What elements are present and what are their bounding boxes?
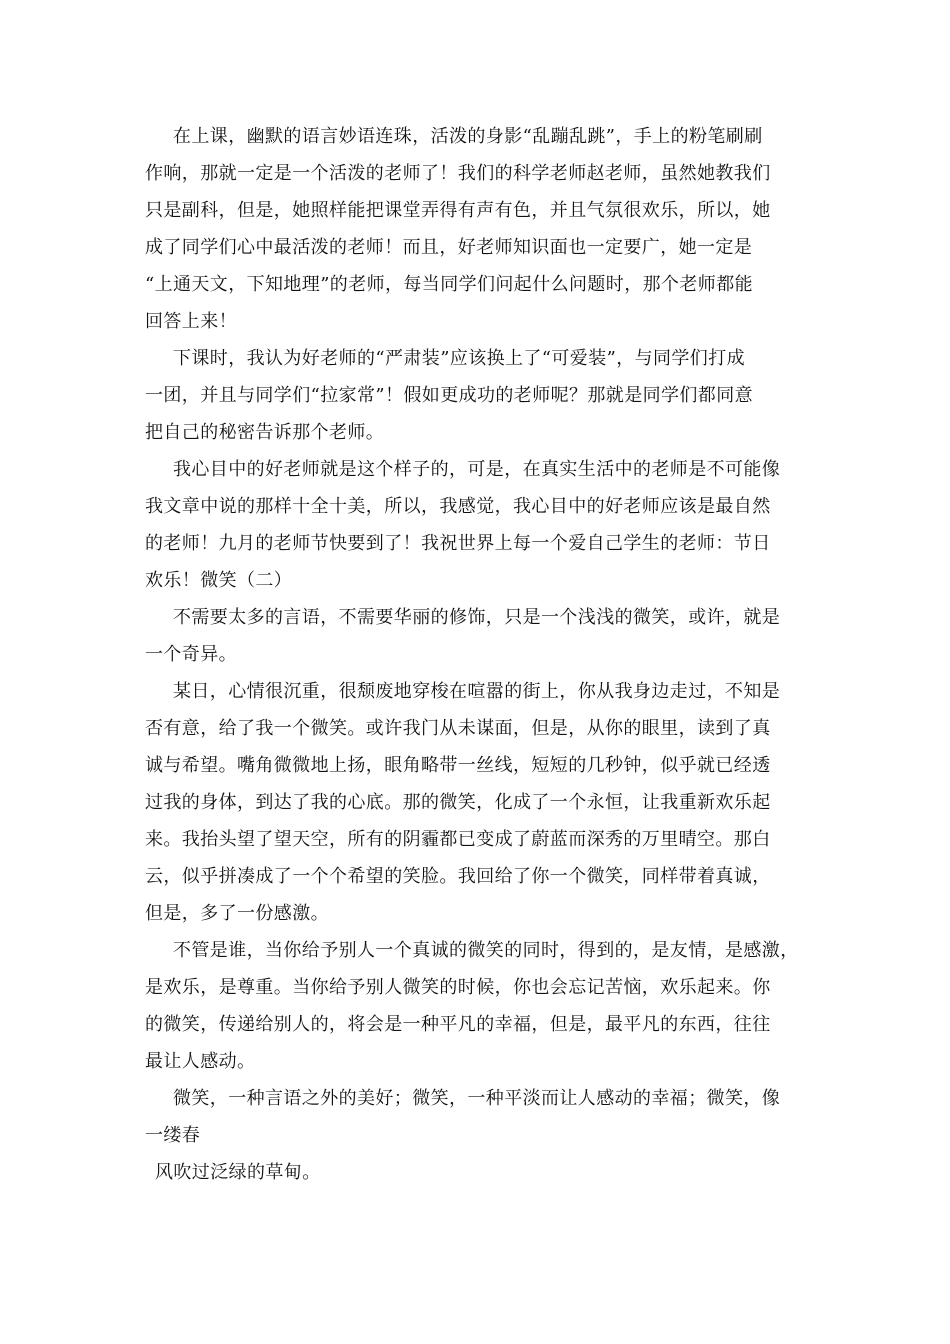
text-line: 一团，并且与同学们“拉家常”！假如更成功的老师呢？那就是同学们都同意 [145, 385, 754, 406]
text-line: 把自己的秘密告诉那个老师。 [145, 422, 385, 443]
text-line: 不需要太多的言语，不需要华丽的修饰，只是一个浅浅的微笑，或许，就是 [173, 607, 781, 628]
text-line: 是欢乐，是尊重。当你给予别人微笑的时候，你也会忘记苦恼，欢乐起来。你 [145, 977, 771, 998]
text-line: 但是，多了一份感激。 [145, 903, 329, 924]
document-body [145, 118, 815, 1191]
text-line: 欢乐！微笑（二） [145, 570, 293, 591]
text-line: 的老师！九月的老师节快要到了！我祝世界上每一个爱自己学生的老师：节日 [145, 533, 771, 554]
text-line: 最让人感动。 [145, 1051, 256, 1072]
text-line: 在上课，幽默的语言妙语连珠，活泼的身影“乱蹦乱跳”，手上的粉笔刷刷 [173, 126, 763, 147]
text-line: 下课时，我认为好老师的“严肃装”应该换上了“可爱装”，与同学们打成 [173, 348, 746, 369]
text-line: 作响，那就一定是一个活泼的老师了！我们的科学老师赵老师，虽然她教我们 [145, 163, 771, 184]
text-line: 微笑，一种言语之外的美好；微笑，一种平淡而让人感动的幸福；微笑，像 [173, 1088, 781, 1109]
text-line: 风吹过泛绿的草甸。 [155, 1162, 321, 1183]
text-line: 过我的身体，到达了我的心底。那的微笑，化成了一个永恒，让我重新欢乐起 [145, 792, 771, 813]
text-line: “上通天文，下知地理”的老师，每当同学们问起什么问题时，那个老师都能 [145, 274, 754, 295]
text-line: 否有意，给了我一个微笑。或许我门从未谋面，但是，从你的眼里，读到了真 [145, 718, 771, 739]
text-line: 一缕春 [145, 1125, 201, 1146]
text-line: 回答上来！ [145, 311, 237, 332]
text-line: 某日，心情很沉重，很颓废地穿梭在喧嚣的街上，你从我身边走过，不知是 [173, 681, 781, 702]
text-line: 只是副科，但是，她照样能把课堂弄得有声有色，并且气氛很欢乐，所以，她 [145, 200, 771, 221]
text-line: 我心目中的好老师就是这个样子的，可是，在真实生活中的老师是不可能像 [173, 459, 781, 480]
text-line: 来。我抬头望了望天空，所有的阴霾都已变成了蔚蓝而深秀的万里晴空。那白 [145, 829, 771, 850]
text-line: 诚与希望。嘴角微微地上扬，眼角略带一丝线，短短的几秒钟，似乎就已经透 [145, 755, 771, 776]
text-line: 我文章中说的那样十全十美，所以，我感觉，我心目中的好老师应该是最自然 [145, 496, 771, 517]
text-line: 成了同学们心中最活泼的老师！而且，好老师知识面也一定要广，她一定是 [145, 237, 753, 258]
text-line: 一个奇异。 [145, 644, 237, 665]
text-line: 不管是谁，当你给予别人一个真诚的微笑的同时，得到的，是友情，是感激， [173, 940, 799, 961]
text-line: 云，似乎拼凑成了一个个希望的笑脸。我回给了你一个微笑，同样带着真诚， [145, 866, 771, 887]
text-line: 的微笑，传递给别人的，将会是一种平凡的幸福，但是，最平凡的东西，往往 [145, 1014, 771, 1035]
